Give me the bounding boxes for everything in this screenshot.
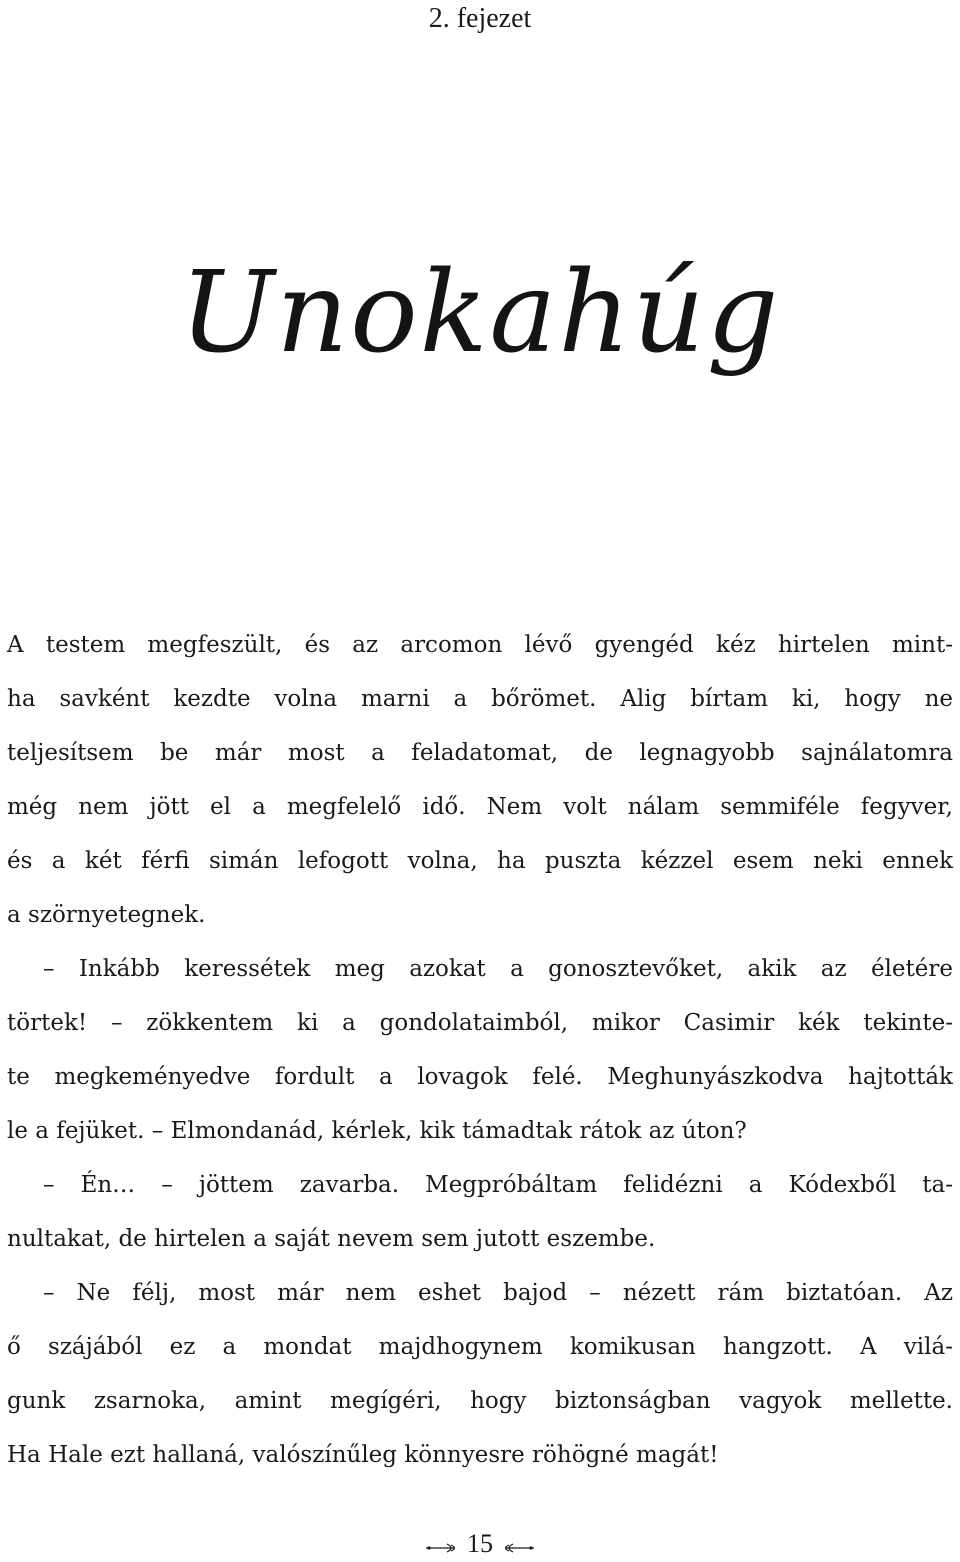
text-line: törtek! – zökkentem ki a gondolataimból, mikor Casimir kék tekinte- — [7, 1010, 953, 1036]
chapter-title: Unokahúg — [179, 248, 781, 378]
text-line: ha savként kezdte volna marni a bőrömet. Alig bírtam ki, hogy ne — [7, 686, 953, 712]
text-line: gunk zsarnoka, amint megígéri, hogy biztonságban vagyok mellette. — [7, 1388, 953, 1414]
text-line: nultakat, de hirtelen a saját nevem sem jutott eszembe. — [7, 1226, 656, 1252]
text-line: még nem jött el a megfelelő idő. Nem volt nálam semmiféle fegyver, — [7, 794, 953, 820]
text-line: a szörnyetegnek. — [7, 902, 206, 928]
body-text — [7, 618, 953, 1482]
text-line: ő szájából ez a mondat majdhogynem komikusan hangzott. A vilá- — [7, 1334, 953, 1360]
chapter-label: 2. fejezet — [428, 3, 532, 34]
text-line: te megkeményedve fordult a lovagok felé. Meghunyászkodva hajtották — [7, 1064, 953, 1090]
text-line: A testem megfeszült, és az arcomon lévő gyengéd kéz hirtelen mint- — [7, 632, 953, 658]
text-line: Ha Hale ezt hallaná, valószínűleg könnyesre röhögné magát! — [7, 1442, 719, 1468]
quill-pen-icon — [425, 1530, 461, 1562]
text-line: le a fejüket. – Elmondanád, kérlek, kik támadtak rátok az úton? — [7, 1118, 747, 1144]
text-line: és a két férfi simán lefogott volna, ha puszta kézzel esem neki ennek — [7, 848, 953, 874]
text-line: – Ne félj, most már nem eshet bajod – nézett rám biztatóan. Az — [43, 1280, 953, 1306]
text-line: – Én… – jöttem zavarba. Megpróbáltam felidézni a Kódexből ta- — [43, 1172, 953, 1198]
quill-pen-icon — [499, 1530, 535, 1562]
page-number: 15 — [467, 1529, 493, 1558]
text-line: – Inkább keressétek meg azokat a gonosztevőket, akik az életére — [43, 956, 953, 982]
page-footer — [0, 1528, 960, 1562]
text-line: teljesítsem be már most a feladatomat, de legnagyobb sajnálatomra — [7, 740, 953, 766]
